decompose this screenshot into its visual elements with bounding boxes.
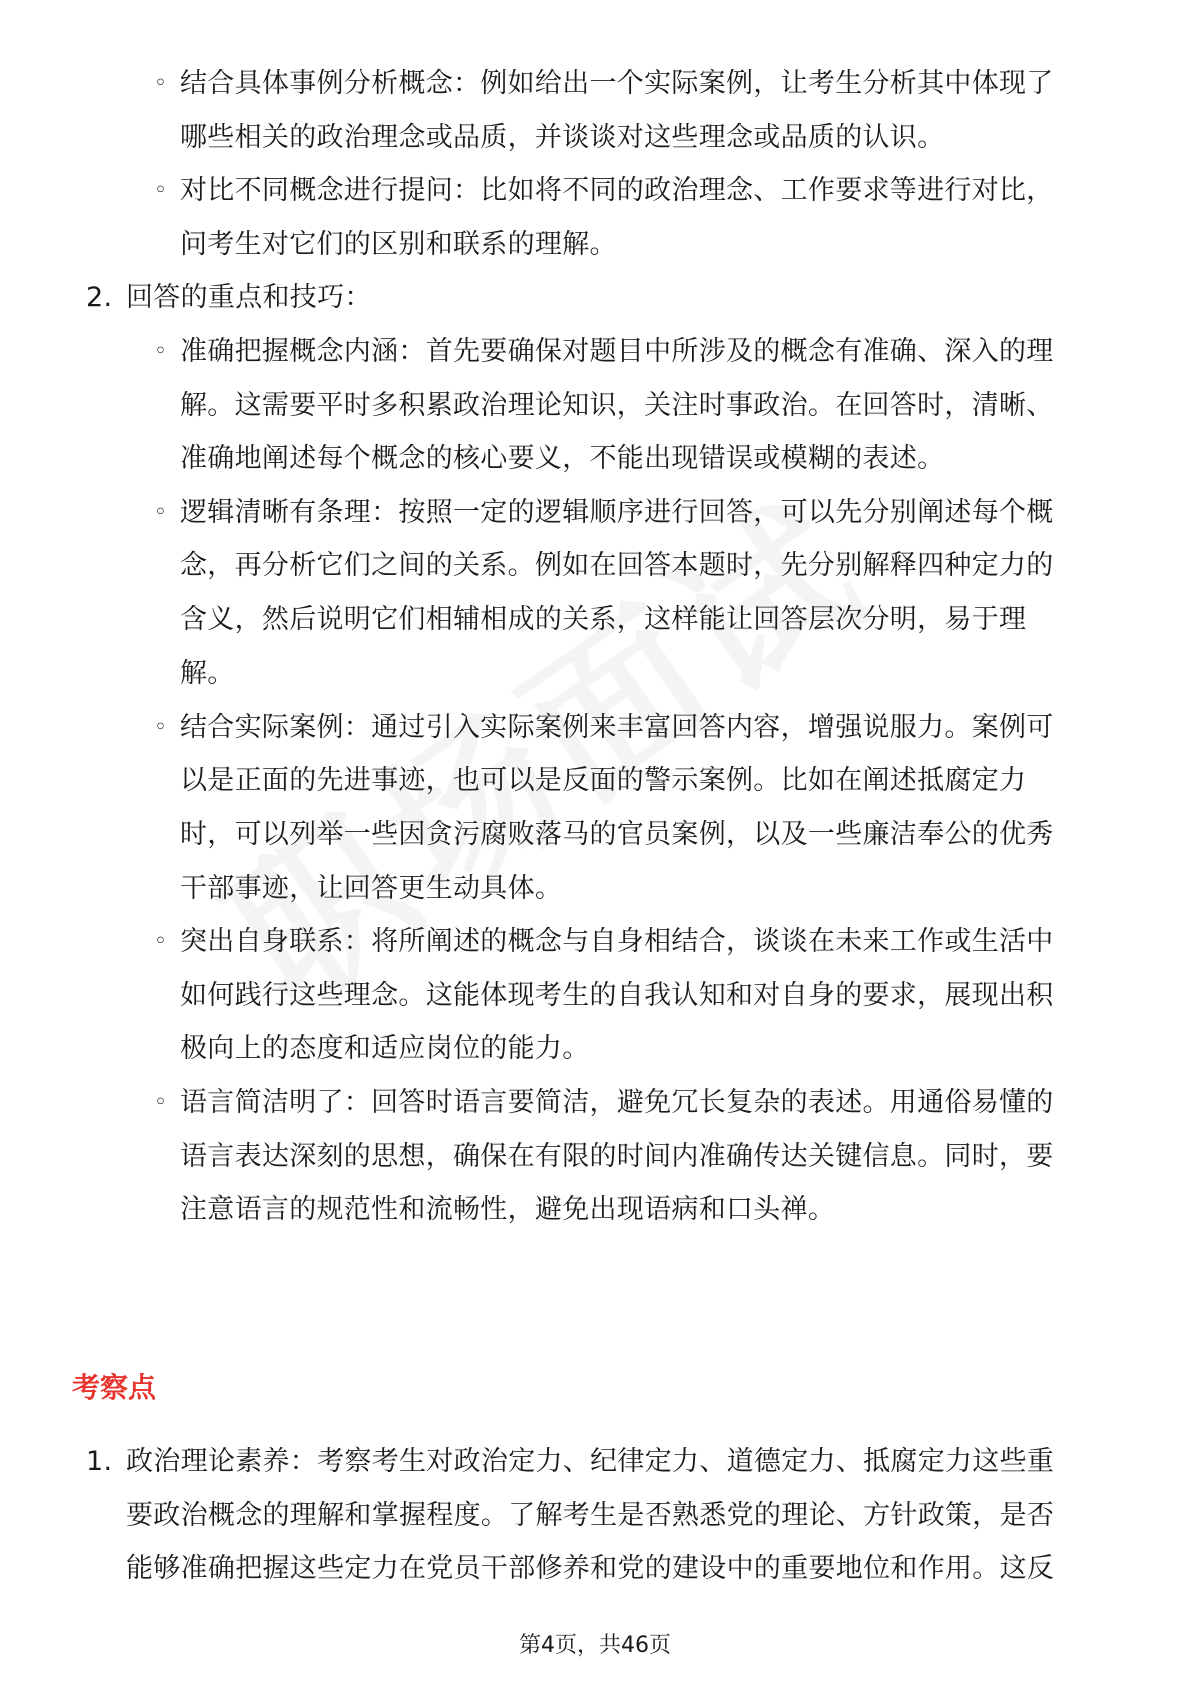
paragraph-line: 干部事迹，让回答更生动具体。 [180,873,563,904]
paragraph-line: 哪些相关的政治理念或品质，并谈谈对这些理念或品质的认识。 [180,122,945,153]
paragraph-line: 准确把握概念内涵：首先要确保对题目中所涉及的概念有准确、深入的理 [180,336,1054,367]
bullet-icon: ◦ [154,71,167,96]
paragraph-line: 语言简洁明了：回答时语言要简洁，避免冗长复杂的表述。用通俗易懂的 [180,1087,1054,1118]
bullet-icon: ◦ [154,1090,167,1115]
paragraph-line: 注意语言的规范性和流畅性，避免出现语病和口头禅。 [180,1194,836,1225]
paragraph-line: 极向上的态度和适应岗位的能力。 [180,1033,590,1064]
paragraph-line: 以是正面的先进事迹，也可以是反面的警示案例。比如在阐述抵腐定力 [180,765,1027,796]
paragraph-line: 逻辑清晰有条理：按照一定的逻辑顺序进行回答，可以先分别阐述每个概 [180,497,1054,528]
bullet-icon: ◦ [154,500,167,525]
paragraph-line: 要政治概念的理解和掌握程度。了解考生是否熟悉党的理论、方针政策，是否 [126,1500,1055,1531]
bullet-icon: ◦ [154,929,167,954]
paragraph-line: 语言表达深刻的思想，确保在有限的时间内准确传达关键信息。同时，要 [180,1141,1054,1172]
paragraph-line: 含义，然后说明它们相辅相成的关系，这样能让回答层次分明，易于理 [180,604,1027,635]
paragraph-line: 政治理论素养：考察考生对政治定力、纪律定力、道德定力、抵腐定力这些重 [126,1446,1055,1477]
bullet-icon: ◦ [154,339,167,364]
paragraph-line: 突出自身联系：将所阐述的概念与自身相结合，谈谈在未来工作或生活中 [180,926,1054,957]
list-number: 1. [86,1446,113,1477]
paragraph-line: 如何践行这些理念。这能体现考生的自我认知和对自身的要求，展现出积 [180,980,1054,1011]
paragraph-line: 能够准确把握这些定力在党员干部修养和党的建设中的重要地位和作用。这反 [126,1553,1055,1584]
section-heading: 考察点 [72,1371,157,1404]
paragraph-line: 念，再分析它们之间的关系。例如在回答本题时，先分别解释四种定力的 [180,550,1054,581]
paragraph-line: 结合具体事例分析概念：例如给出一个实际案例，让考生分析其中体现了 [180,68,1054,99]
paragraph-line: 问考生对它们的区别和联系的理解。 [180,229,617,260]
paragraph-line: 时，可以列举一些因贪污腐败落马的官员案例，以及一些廉洁奉公的优秀 [180,819,1054,850]
bullet-icon: ◦ [154,715,167,740]
paragraph-line: 结合实际案例：通过引入实际案例来丰富回答内容，增强说服力。案例可 [180,712,1054,743]
paragraph-line: 准确地阐述每个概念的核心要义，不能出现错误或模糊的表述。 [180,443,945,474]
list-heading: 回答的重点和技巧： [126,282,372,313]
list-number: 2. [86,282,113,313]
page-number: 第4页，共46页 [519,1633,671,1658]
paragraph-line: 解。 [180,658,235,689]
bullet-icon: ◦ [154,178,167,203]
paragraph-line: 对比不同概念进行提问：比如将不同的政治理念、工作要求等进行对比， [180,175,1054,206]
paragraph-line: 解。这需要平时多积累政治理论知识，关注时事政治。在回答时，清晰、 [180,390,1054,421]
